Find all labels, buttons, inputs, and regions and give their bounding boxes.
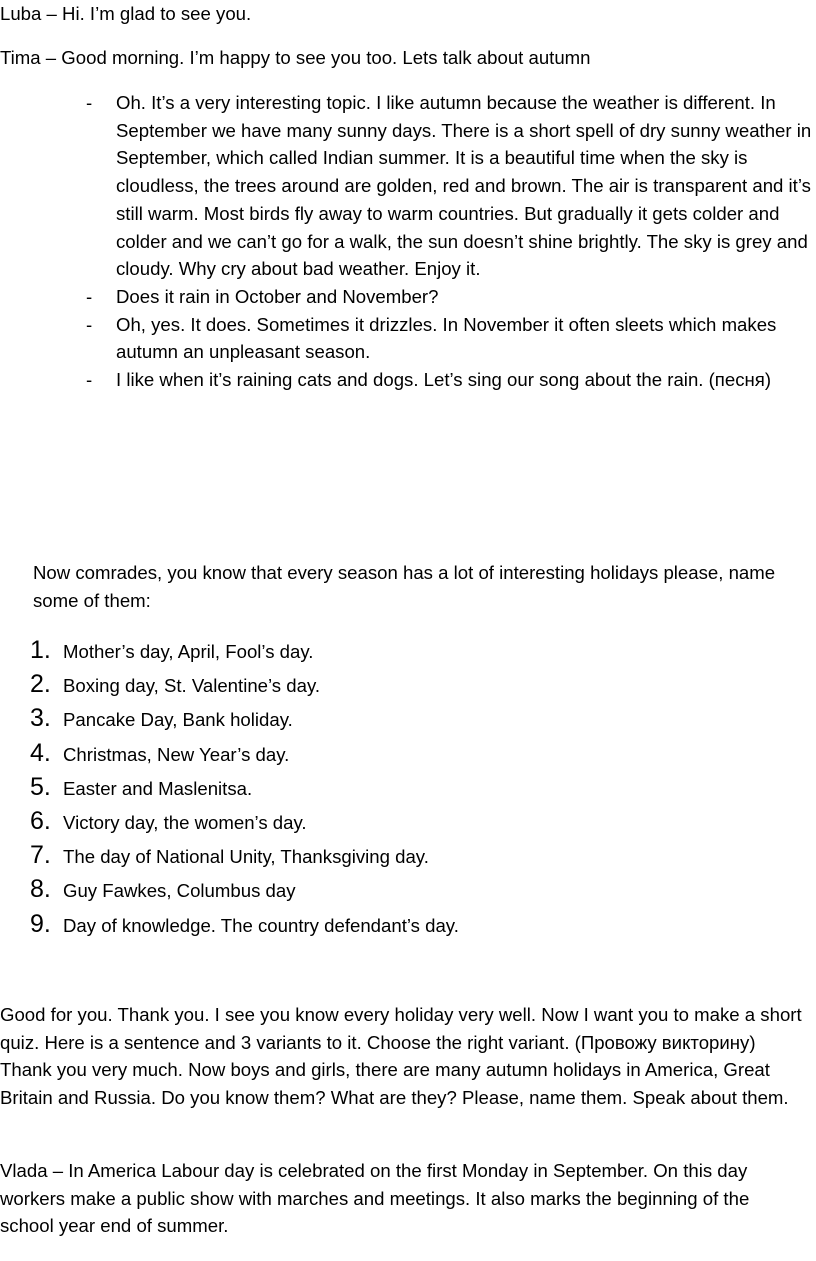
dash-item-text: Does it rain in October and November? — [116, 285, 439, 307]
holidays-numbered-list — [30, 633, 459, 941]
list-number: 5. — [30, 772, 51, 801]
holiday-text: Pancake Day, Bank holiday. — [63, 709, 293, 731]
dash-list-item — [86, 283, 813, 311]
holiday-text: Easter and Maslenitsa. — [63, 777, 253, 799]
dash-marker: - — [86, 92, 93, 113]
holiday-text: Boxing day, St. Valentine’s day. — [63, 675, 321, 697]
list-number: 3. — [30, 704, 51, 733]
dash-marker: - — [86, 313, 93, 335]
list-number: 8. — [30, 875, 51, 904]
vlada-paragraph: Vlada – In America Labour day is celebrated on the first Monday in September. On this day workers make a public show with marches and meetings. It also marks the beginning of the school year end of summer. — [0, 1160, 750, 1237]
holiday-list-item — [30, 633, 459, 667]
quiz-paragraph: Good for you. Thank you. I see you know every holiday very well. Now I want you to make a short quiz. Here is a sentence and 3 variants to it. Choose the right variant. (Провожу викторину) Thank you very much. Now boys and girls, there are many autumn holidays in America, Great Britain and Russia. Do you know them? What are they? Please, name them. Speak about them. — [0, 1004, 802, 1109]
holiday-text: The day of National Unity, Thanksgiving day. — [63, 846, 429, 868]
holiday-list-item — [30, 667, 459, 701]
holiday-list-item — [30, 770, 459, 804]
list-number: 6. — [30, 806, 51, 835]
dash-list-item — [86, 366, 813, 394]
dash-marker: - — [86, 369, 93, 391]
list-number: 2. — [30, 670, 51, 699]
dash-item-text: I like when it’s raining cats and dogs. Let’s sing our song about the rain. (песня) — [116, 369, 772, 391]
holiday-text: Mother’s day, April, Fool’s day. — [63, 641, 314, 662]
holidays-intro: Now comrades, you know that every season has a lot of interesting holidays please, name some of them: — [33, 562, 776, 611]
dialogue-dash-list — [86, 89, 816, 394]
dash-item-text: Oh. It’s a very interesting topic. I like autumn because the weather is different. In September we have many sunny days. There is a short spell of dry sunny weather in September, which called Indian summer. It is a beautiful time when the sky is cloudless, the trees around are golden, red and brown. The air is transparent and it’s still warm. Most birds fly away to warm countries. But gradually it gets colder and colder and we can’t go for a walk, the sun doesn’t shine brightly. The sky is grey and cloudy. Why cry about bad weather. Enjoy it. — [116, 92, 812, 280]
holiday-text: Guy Fawkes, Columbus day — [63, 880, 296, 902]
dash-list-item — [86, 89, 813, 283]
holiday-text: Victory day, the women’s day. — [63, 811, 307, 833]
list-number: 7. — [30, 841, 51, 870]
dash-marker: - — [86, 285, 93, 307]
holiday-text: Day of knowledge. The country defendant’s day. — [63, 914, 459, 936]
dialogue-line-tima: Tima – Good morning. I’m happy to see you too. Lets talk about autumn — [0, 47, 591, 68]
list-number: 4. — [30, 738, 51, 767]
holiday-list-item — [30, 838, 459, 872]
list-number: 1. — [30, 636, 51, 664]
list-number: 9. — [30, 909, 51, 938]
holiday-list-item — [30, 907, 459, 941]
holiday-list-item — [30, 701, 459, 735]
holiday-list-item — [30, 736, 459, 770]
dash-list-item — [86, 311, 813, 366]
holiday-list-item — [30, 804, 459, 838]
holiday-text: Christmas, New Year’s day. — [63, 743, 290, 765]
dash-item-text: Oh, yes. It does. Sometimes it drizzles. In November it often sleets which makes autumn an unpleasant season. — [116, 313, 777, 363]
dialogue-line-luba: Luba – Hi. I’m glad to see you. — [0, 3, 252, 24]
holiday-list-item — [30, 872, 459, 906]
